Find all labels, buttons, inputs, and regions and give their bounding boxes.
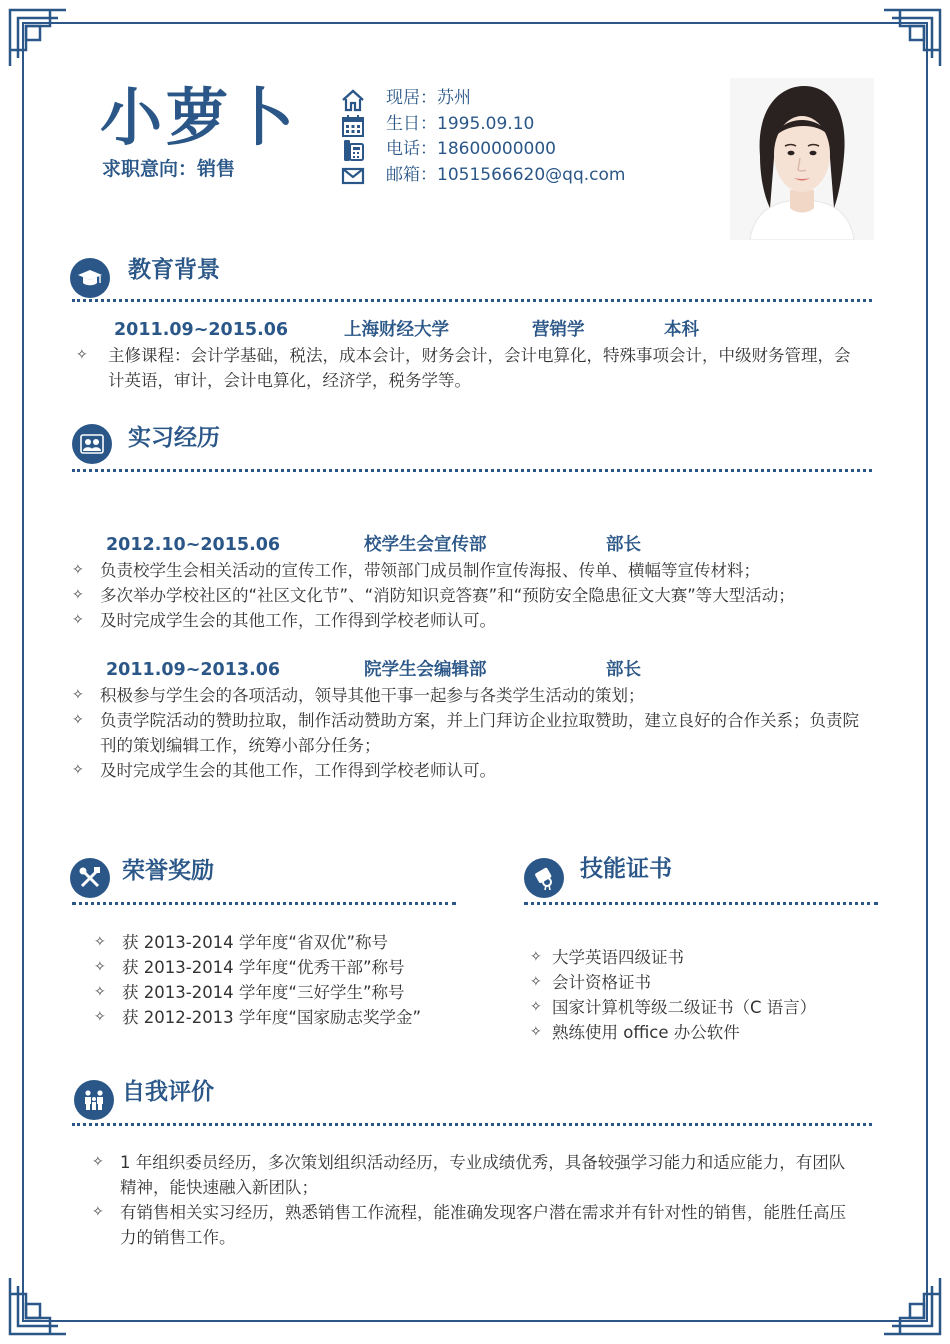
job-role: 部长 [606, 535, 641, 555]
birthday-text: 生日：1995.09.10 [386, 113, 535, 134]
people-icon [72, 424, 112, 464]
list-item: ✧ 1 年组织委员经历，多次策划组织活动经历，专业成绩优秀，具备较强学习能力和适应能力，有团队精神，能快速融入新团队； [88, 1150, 858, 1200]
job-row [106, 532, 806, 558]
section-divider [72, 469, 872, 472]
section-title-education: 教育背景 [128, 257, 220, 283]
phone-text: 电话：18600000000 [386, 139, 556, 159]
corner-ornament [8, 1276, 68, 1336]
education-major: 营销学 [532, 320, 585, 340]
job-duties [68, 683, 870, 783]
education-school: 上海财经大学 [344, 320, 449, 340]
list-item: ✧ 获 2013-2014 学年度“三好学生”称号 [90, 980, 470, 1005]
list-item: ✧ 及时完成学生会的其他工作，工作得到学校老师认可。 [68, 608, 870, 633]
section-title-internship: 实习经历 [128, 425, 220, 451]
list-item: ✧ 获 2013-2014 学年度“优秀干部”称号 [90, 955, 470, 980]
section-title-skills: 技能证书 [580, 856, 672, 882]
corner-ornament [882, 8, 942, 68]
list-item: ✧ 主修课程：会计学基础，税法，成本会计，财务会计，会计电算化，特殊事项会计，中级财务管理，会计英语，审计，会计电算化，经济学，税务学等。 [72, 343, 862, 393]
contact-icons [340, 88, 370, 188]
section-title-honors: 荣誉奖励 [122, 858, 214, 884]
list-item: ✧ 多次举办学校社区的“社区文化节”、“消防知识竞答赛”和“预防安全隐患征文大赛”等大型活动； [68, 583, 870, 608]
calendar-icon [340, 113, 366, 138]
job-duties [68, 558, 870, 633]
list-item: ✧ 会计资格证书 [530, 970, 890, 995]
section-divider [524, 902, 878, 905]
list-item: ✧ 国家计算机等级二级证书（C 语言） [530, 995, 890, 1020]
job-role: 部长 [606, 660, 641, 680]
email-text: 邮箱：1051566620@qq.com [386, 164, 626, 185]
list-item: ✧ 负责学院活动的赞助拉取，制作活动赞助方案，并上门拜访企业拉取赞助，建立良好的合作关系；负责院刊的策划编辑工作，统筹小部分任务； [68, 708, 870, 758]
contact-info [386, 86, 625, 188]
list-item: ✧ 积极参与学生会的各项活动，领导其他干事一起参与各类学生活动的策划； [68, 683, 870, 708]
section-divider [72, 299, 872, 302]
education-degree: 本科 [664, 320, 699, 340]
section-title-self-eval: 自我评价 [122, 1079, 214, 1105]
tools-icon [70, 858, 110, 898]
list-item: ✧ 熟练使用 office 办公软件 [530, 1020, 890, 1045]
job-period: 2012.10~2015.06 [106, 535, 281, 555]
corner-ornament [882, 1276, 942, 1336]
corner-ornament [8, 8, 68, 68]
mail-icon [340, 163, 366, 188]
list-item: ✧ 及时完成学生会的其他工作，工作得到学校老师认可。 [68, 758, 870, 783]
phone-icon [340, 138, 366, 163]
job-intent: 求职意向：销售 [102, 158, 236, 180]
skills-list [530, 945, 890, 1045]
list-item: ✧ 获 2012-2013 学年度“国家励志奖学金” [90, 1005, 470, 1030]
residence-text: 现居：苏州 [386, 88, 471, 108]
job-org: 校学生会宣传部 [364, 535, 487, 555]
graduation-cap-icon [70, 258, 110, 298]
job-row [106, 657, 806, 683]
profile-photo [730, 78, 874, 240]
list-item: ✧ 有销售相关实习经历，熟悉销售工作流程，能准确发现客户潜在需求并有针对性的销售，能胜任高压力的销售工作。 [88, 1200, 858, 1250]
honors-list [90, 930, 470, 1030]
self-eval-list [88, 1150, 858, 1250]
list-item: ✧ 获 2013-2014 学年度“省双优”称号 [90, 930, 470, 955]
list-item: ✧ 负责校学生会相关活动的宣传工作，带领部门成员制作宣传海报、传单、横幅等宣传材料； [68, 558, 870, 583]
education-row [114, 317, 814, 343]
education-courses [72, 343, 862, 393]
candidate-name: 小萝卜 [100, 81, 299, 154]
education-period: 2011.09~2015.06 [114, 320, 289, 340]
home-icon [340, 88, 366, 113]
certificate-icon [524, 858, 564, 898]
section-divider [72, 1123, 872, 1126]
job-org: 院学生会编辑部 [364, 660, 487, 680]
section-divider [72, 902, 456, 905]
job-period: 2011.09~2013.06 [106, 660, 281, 680]
list-item: ✧ 大学英语四级证书 [530, 945, 890, 970]
family-icon [74, 1080, 114, 1120]
